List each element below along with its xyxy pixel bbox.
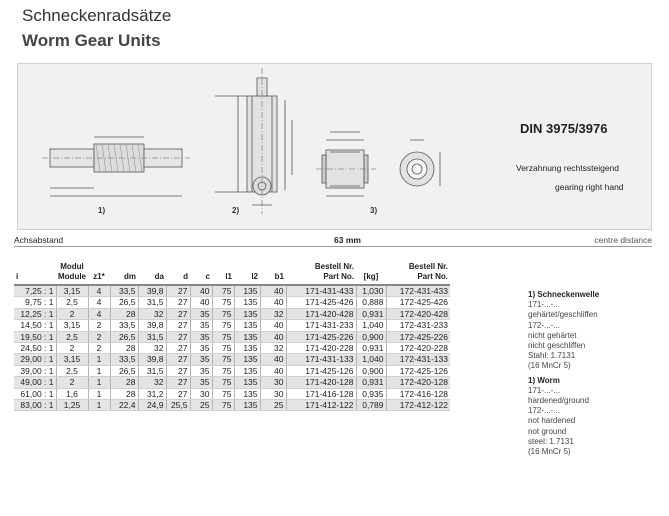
table-cell: 171-431-433 xyxy=(286,285,356,297)
header-z1: z1* xyxy=(88,256,110,285)
table-cell: 1,25 xyxy=(56,400,88,411)
table-cell: 27 xyxy=(166,354,190,365)
table-cell: 75 xyxy=(212,343,234,354)
table-cell: 14,50 : 1 xyxy=(14,320,56,331)
table-cell: 1 xyxy=(88,388,110,399)
header-part2-en: Part No. xyxy=(417,272,448,281)
gearing-direction-en: gearing right hand xyxy=(555,182,624,192)
table-row xyxy=(14,377,450,388)
table-body xyxy=(14,285,450,411)
table-cell: 75 xyxy=(212,365,234,376)
table-cell: 35 xyxy=(190,354,212,365)
table-cell: 135 xyxy=(234,331,260,342)
table-cell: 19,50 : 1 xyxy=(14,331,56,342)
note-line: nicht gehärtet xyxy=(528,330,577,340)
table-cell: 171-431-133 xyxy=(286,354,356,365)
note-line: not hardened xyxy=(528,416,576,426)
table-cell: 22,4 xyxy=(110,400,138,411)
din-standard: DIN 3975/3976 xyxy=(520,121,608,136)
table-cell: 3,15 xyxy=(56,285,88,297)
note-line: not ground xyxy=(528,426,567,436)
table-cell: 35 xyxy=(190,343,212,354)
table-cell: 31,5 xyxy=(138,331,166,342)
centre-distance-value: 63 mm xyxy=(334,235,361,245)
table-cell: 75 xyxy=(212,331,234,342)
table-cell: 35 xyxy=(190,377,212,388)
table-cell: 0,931 xyxy=(356,308,386,319)
table-cell: 24,50 : 1 xyxy=(14,343,56,354)
table-cell: 171-425-226 xyxy=(286,331,356,342)
table-cell: 28 xyxy=(110,377,138,388)
table-cell: 40 xyxy=(260,354,286,365)
table-cell: 172-425-126 xyxy=(386,365,450,376)
header-l1: l1 xyxy=(212,256,234,285)
header-l2: l2 xyxy=(234,256,260,285)
page-title-de: Schneckenradsätze xyxy=(22,6,172,25)
table-row xyxy=(14,285,450,297)
table-cell: 171-416-128 xyxy=(286,388,356,399)
note-line: 172-...-... xyxy=(528,320,561,330)
table-cell: 75 xyxy=(212,388,234,399)
figure-label-1: 1) xyxy=(98,206,106,215)
header-part1-en: Part No. xyxy=(323,272,354,281)
notes-panel xyxy=(528,290,658,457)
table-cell: 4 xyxy=(88,308,110,319)
worm-title: 1) Worm xyxy=(528,375,560,385)
table-cell: 40 xyxy=(260,320,286,331)
table-cell: 2 xyxy=(56,343,88,354)
table-cell: 1 xyxy=(88,400,110,411)
note-line: 171-...-... xyxy=(528,300,561,310)
table-cell: 35 xyxy=(190,331,212,342)
header-part-no-2 xyxy=(386,256,450,285)
table-cell: 27 xyxy=(166,377,190,388)
table-cell: 39,8 xyxy=(138,285,166,297)
table-cell: 172-431-233 xyxy=(386,320,450,331)
header-kg: [kg] xyxy=(356,256,386,285)
table-cell: 1 xyxy=(88,365,110,376)
table-cell: 26,5 xyxy=(110,365,138,376)
table-row xyxy=(14,331,450,342)
technical-drawing xyxy=(0,0,669,240)
table-row xyxy=(14,388,450,399)
table-cell: 4 xyxy=(88,297,110,308)
table-cell: 135 xyxy=(234,343,260,354)
table-cell: 32 xyxy=(138,308,166,319)
table-cell: 31,5 xyxy=(138,365,166,376)
table-cell: 1,040 xyxy=(356,354,386,365)
table-cell: 32 xyxy=(260,308,286,319)
table-cell: 2,5 xyxy=(56,365,88,376)
table-cell: 27 xyxy=(166,343,190,354)
table-cell: 40 xyxy=(190,297,212,308)
table-cell: 3,15 xyxy=(56,354,88,365)
table-cell: 0,900 xyxy=(356,365,386,376)
table-cell: 1,030 xyxy=(356,285,386,297)
table-cell: 40 xyxy=(190,285,212,297)
table-row xyxy=(14,365,450,376)
table-cell: 1 xyxy=(88,377,110,388)
header-i: i xyxy=(14,256,56,285)
table-cell: 40 xyxy=(260,331,286,342)
note-line: 172-...-... xyxy=(528,406,561,416)
table-cell: 0,931 xyxy=(356,343,386,354)
table-cell: 1 xyxy=(88,354,110,365)
table-cell: 35 xyxy=(190,365,212,376)
table-cell: 0,789 xyxy=(356,400,386,411)
table-cell: 135 xyxy=(234,285,260,297)
table-cell: 171-420-228 xyxy=(286,343,356,354)
table-cell: 2,5 xyxy=(56,297,88,308)
note-line: 171-...-... xyxy=(528,385,561,395)
table-cell: 171-420-428 xyxy=(286,308,356,319)
table-cell: 40 xyxy=(260,297,286,308)
table-cell: 31,5 xyxy=(138,297,166,308)
table-cell: 26,5 xyxy=(110,331,138,342)
table-cell: 135 xyxy=(234,388,260,399)
note-line: (16 MnCr 5) xyxy=(528,447,571,457)
table-cell: 27 xyxy=(166,388,190,399)
worm-shaft-lines xyxy=(528,300,658,371)
table-cell: 35 xyxy=(190,308,212,319)
table-cell: 39,8 xyxy=(138,354,166,365)
table-cell: 172-431-433 xyxy=(386,285,450,297)
centre-distance-row xyxy=(14,234,652,247)
table-cell: 61,00 : 1 xyxy=(14,388,56,399)
table-cell: 33,5 xyxy=(110,354,138,365)
header-bestell2-de: Bestell Nr. xyxy=(408,262,448,271)
table-cell: 33,5 xyxy=(110,320,138,331)
table-cell: 172-420-128 xyxy=(386,377,450,388)
note-line: (16 MnCr 5) xyxy=(528,361,571,371)
table-cell: 171-420-128 xyxy=(286,377,356,388)
table-cell: 49,00 : 1 xyxy=(14,377,56,388)
table-cell: 135 xyxy=(234,365,260,376)
table-cell: 172-420-228 xyxy=(386,343,450,354)
table-row xyxy=(14,354,450,365)
table-cell: 26,5 xyxy=(110,297,138,308)
worm-lines xyxy=(528,386,658,457)
header-da: da xyxy=(138,256,166,285)
centre-distance-label-en: centre distance xyxy=(594,235,652,245)
page-title-en: Worm Gear Units xyxy=(22,31,161,50)
worm-wheel-drawing xyxy=(215,68,292,214)
table-cell: 135 xyxy=(234,354,260,365)
figure-label-2: 2) xyxy=(232,206,240,215)
table-row xyxy=(14,297,450,308)
note-line: Stahl: 1.7131 xyxy=(528,351,576,361)
table-cell: 171-431-233 xyxy=(286,320,356,331)
table-cell: 9,75 : 1 xyxy=(14,297,56,308)
table-cell: 0,935 xyxy=(356,388,386,399)
table-cell: 28 xyxy=(110,308,138,319)
table-cell: 27 xyxy=(166,308,190,319)
table-cell: 30 xyxy=(260,377,286,388)
table-cell: 75 xyxy=(212,400,234,411)
table-cell: 32 xyxy=(260,343,286,354)
table-cell: 135 xyxy=(234,308,260,319)
table-cell: 28 xyxy=(110,343,138,354)
table-cell: 2 xyxy=(88,320,110,331)
figure-label-3: 3) xyxy=(370,206,378,215)
note-line: hardened/ground xyxy=(528,396,589,406)
centre-distance-label-de: Achsabstand xyxy=(14,235,64,245)
table-row xyxy=(14,400,450,411)
header-module xyxy=(56,256,88,285)
table-cell: 75 xyxy=(212,354,234,365)
table-cell: 1,6 xyxy=(56,388,88,399)
table-cell: 75 xyxy=(212,377,234,388)
table-cell: 135 xyxy=(234,320,260,331)
worm-shaft-drawing xyxy=(42,137,190,196)
note-line: nicht geschliffen xyxy=(528,341,586,351)
header-part-no-1 xyxy=(286,256,356,285)
table-cell: 32 xyxy=(138,377,166,388)
table-cell: 135 xyxy=(234,377,260,388)
worm-gear-table xyxy=(14,256,450,411)
table-cell: 25,5 xyxy=(166,400,190,411)
table-cell: 31,2 xyxy=(138,388,166,399)
table-cell: 172-412-122 xyxy=(386,400,450,411)
header-b1: b1 xyxy=(260,256,286,285)
table-cell: 27 xyxy=(166,285,190,297)
table-cell: 75 xyxy=(212,285,234,297)
table-cell: 0,888 xyxy=(356,297,386,308)
table-cell: 2,5 xyxy=(56,331,88,342)
table-cell: 27 xyxy=(166,320,190,331)
table-cell: 39,8 xyxy=(138,320,166,331)
hub-drawing xyxy=(316,132,440,196)
header-bestell1-de: Bestell Nr. xyxy=(314,262,354,271)
header-dm: dm xyxy=(110,256,138,285)
table-cell: 25 xyxy=(190,400,212,411)
table-cell: 171-412-122 xyxy=(286,400,356,411)
table-cell: 33,5 xyxy=(110,285,138,297)
table-cell: 75 xyxy=(212,308,234,319)
table-row xyxy=(14,320,450,331)
table-cell: 172-425-226 xyxy=(386,331,450,342)
table-cell: 2 xyxy=(88,343,110,354)
table-cell: 0,900 xyxy=(356,331,386,342)
table-cell: 30 xyxy=(190,388,212,399)
table-cell: 30 xyxy=(260,388,286,399)
table-cell: 2 xyxy=(56,308,88,319)
table-cell: 40 xyxy=(260,285,286,297)
table-cell: 172-431-133 xyxy=(386,354,450,365)
table-cell: 29,00 : 1 xyxy=(14,354,56,365)
table-cell: 172-425-426 xyxy=(386,297,450,308)
header-d: d xyxy=(166,256,190,285)
table-cell: 171-425-126 xyxy=(286,365,356,376)
table-cell: 135 xyxy=(234,297,260,308)
worm-shaft-title: 1) Schneckenwelle xyxy=(528,290,600,299)
table-cell: 40 xyxy=(260,365,286,376)
table-cell: 27 xyxy=(166,297,190,308)
table-cell: 172-416-128 xyxy=(386,388,450,399)
table-cell: 3,15 xyxy=(56,320,88,331)
table-cell: 35 xyxy=(190,320,212,331)
table-row xyxy=(14,343,450,354)
header-c: c xyxy=(190,256,212,285)
table-cell: 32 xyxy=(138,343,166,354)
table-cell: 2 xyxy=(56,377,88,388)
table-cell: 83,00 : 1 xyxy=(14,400,56,411)
note-line: steel: 1.7131 xyxy=(528,436,574,446)
table-cell: 2 xyxy=(88,331,110,342)
note-line: gehärtet/geschliffen xyxy=(528,310,598,320)
table-cell: 75 xyxy=(212,320,234,331)
header-module-en: Module xyxy=(58,272,86,281)
table-cell: 4 xyxy=(88,285,110,297)
table-cell: 75 xyxy=(212,297,234,308)
table-cell: 135 xyxy=(234,400,260,411)
table-header-row xyxy=(14,256,450,285)
table-cell: 27 xyxy=(166,331,190,342)
table-cell: 171-425-426 xyxy=(286,297,356,308)
table-cell: 24,9 xyxy=(138,400,166,411)
table-row xyxy=(14,308,450,319)
table-cell: 0,931 xyxy=(356,377,386,388)
table-cell: 25 xyxy=(260,400,286,411)
gearing-direction-de: Verzahnung rechtssteigend xyxy=(516,163,620,173)
table-cell: 7,25 : 1 xyxy=(14,285,56,297)
table-cell: 39,00 : 1 xyxy=(14,365,56,376)
table-cell: 12,25 : 1 xyxy=(14,308,56,319)
table-cell: 28 xyxy=(110,388,138,399)
table-cell: 172-420-428 xyxy=(386,308,450,319)
table-cell: 1,040 xyxy=(356,320,386,331)
table-cell: 27 xyxy=(166,365,190,376)
header-modul-de: Modul xyxy=(60,262,84,271)
